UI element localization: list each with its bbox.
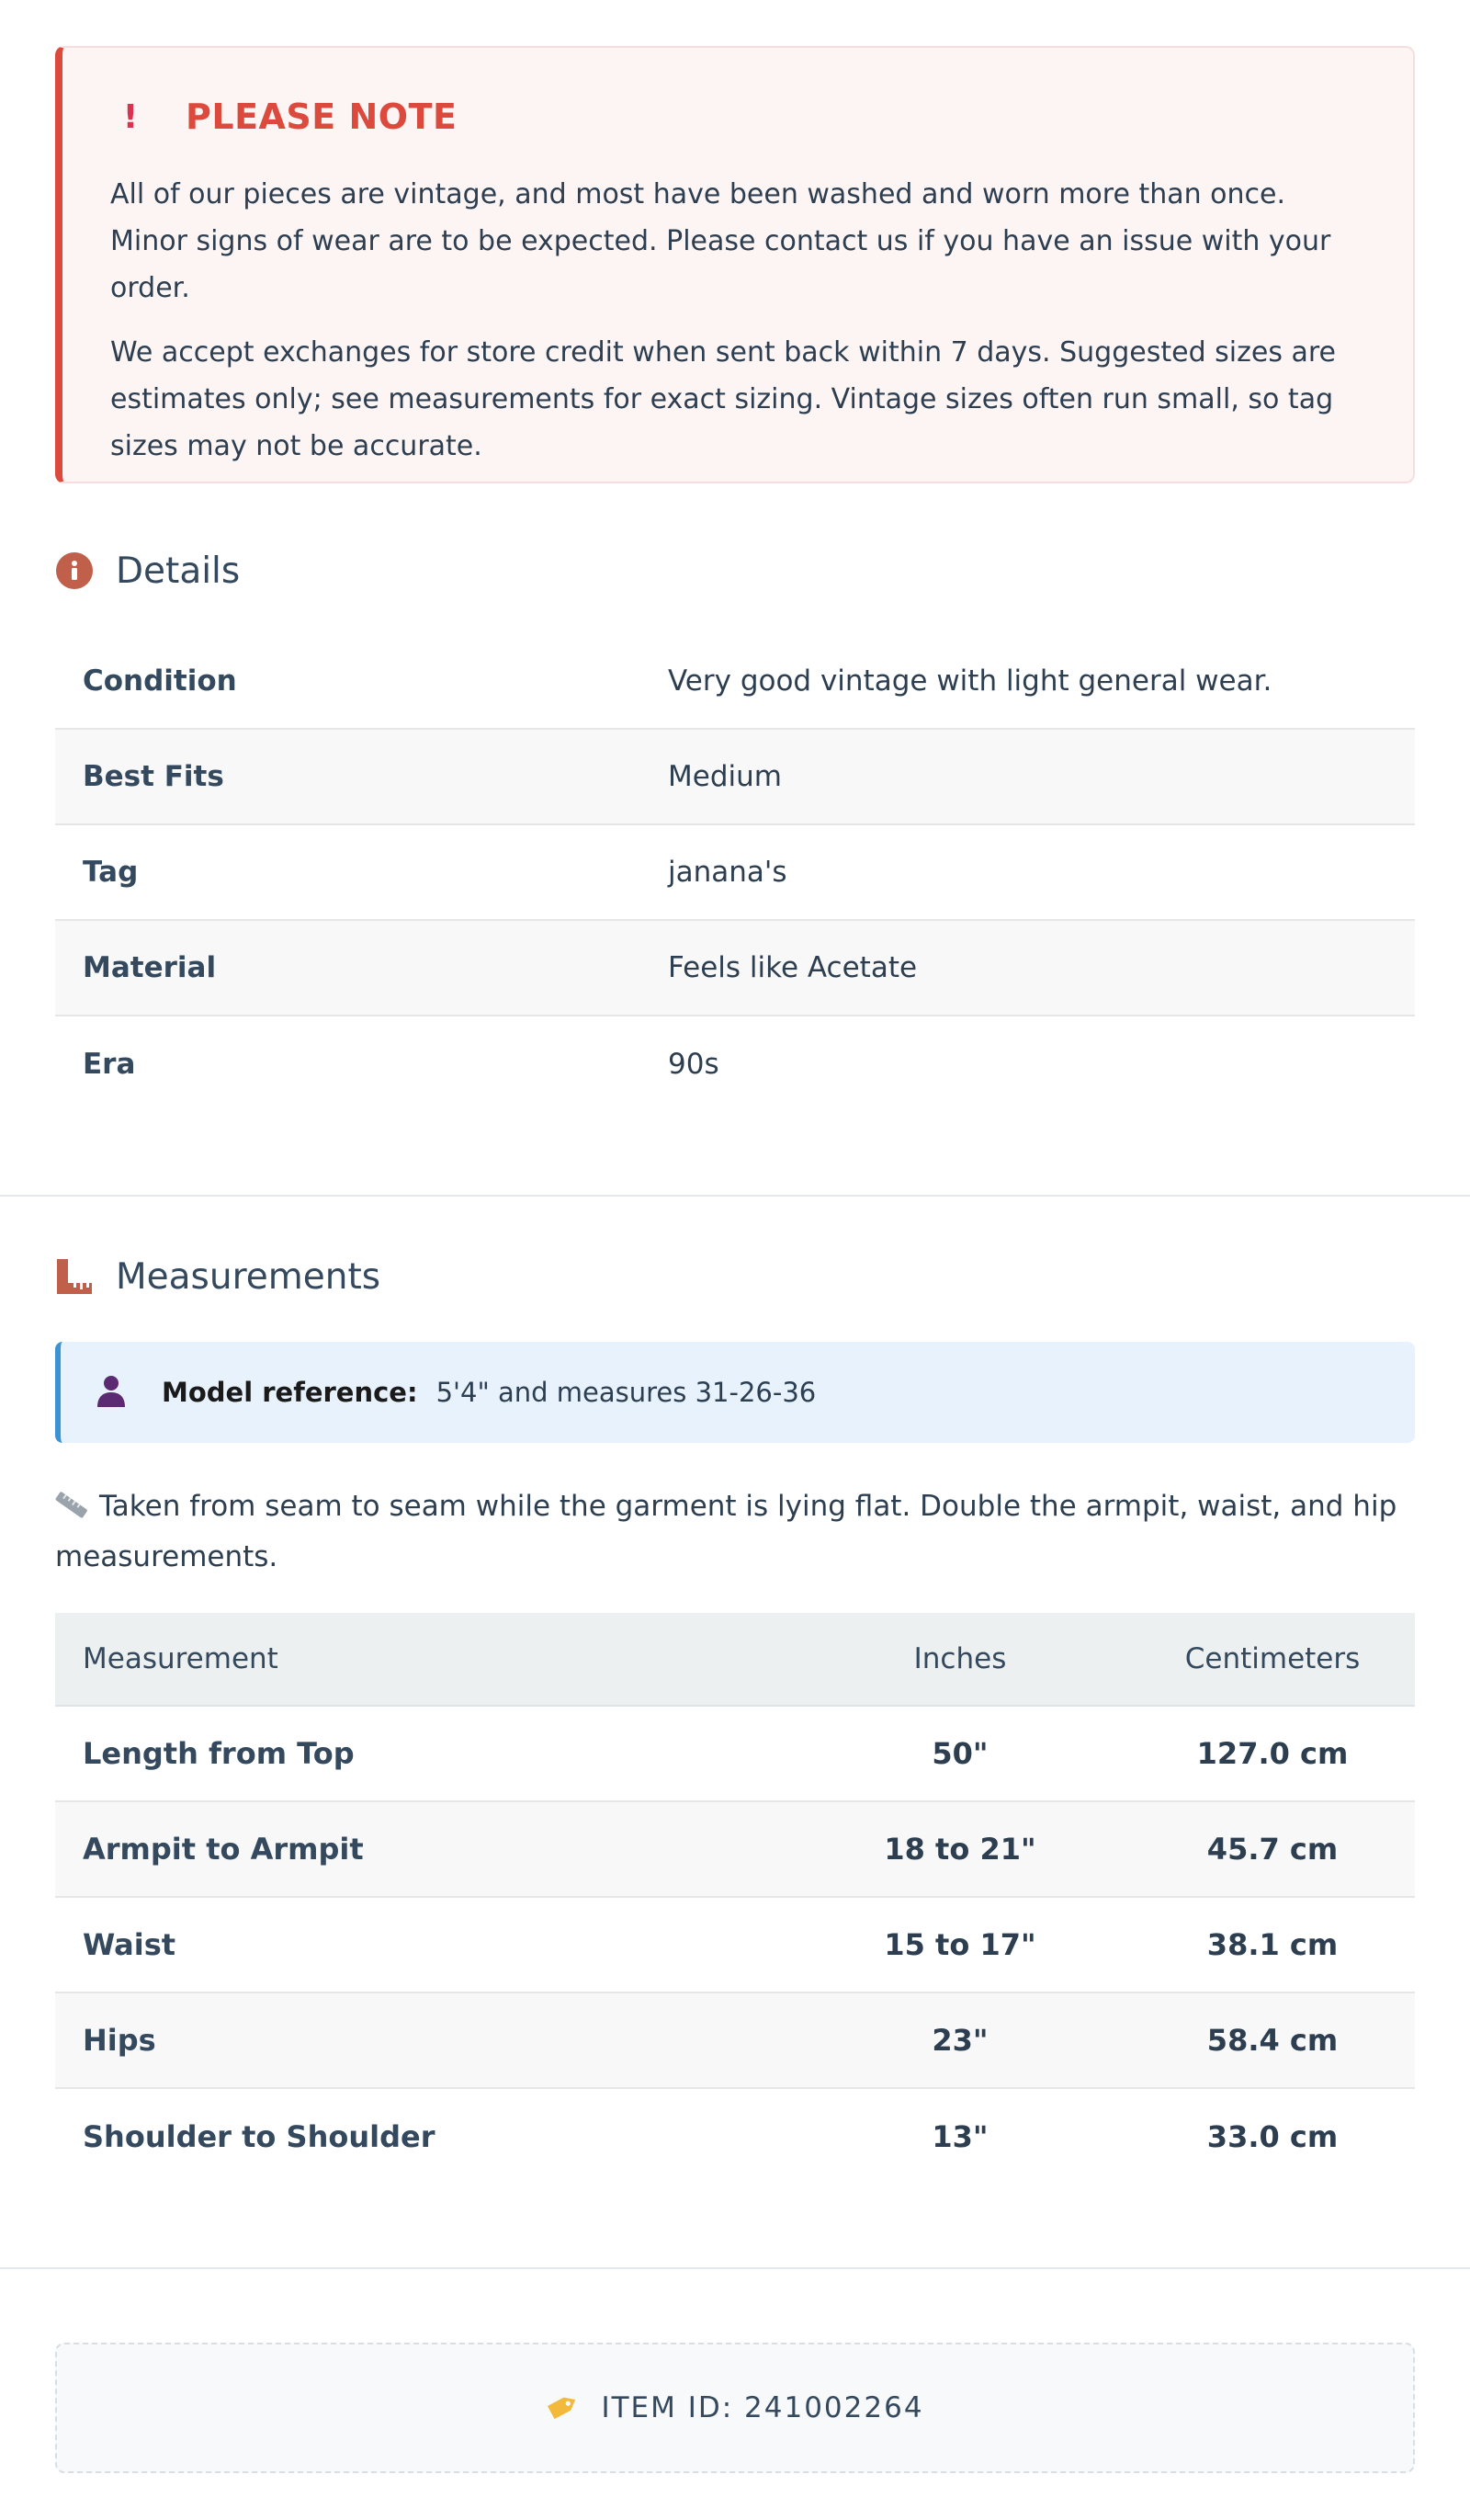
details-value: janana's [668,856,787,889]
measurement-name: Hips [83,2023,156,2058]
note-paragraph-2: We accept exchanges for store credit when sent back within 7 days. Suggested sizes are estimates only; see measurements for exact sizing. Vintage sizes often run small, so tag sizes may not be accurate. [110,336,1337,462]
measurements-header [55,1254,380,1300]
exclamation-icon: ! [122,97,139,136]
please-note-box [55,46,1415,483]
details-label: Tag [83,856,139,889]
details-label: Best Fits [83,760,224,793]
details-row-tag [55,825,1415,921]
table-row [55,1802,1415,1898]
details-value: Very good vintage with light general wear. [668,664,1272,698]
measurements-title: Measurements [116,1255,381,1298]
details-row-era [55,1016,1415,1112]
details-row-material [55,921,1415,1016]
measurement-inches: 18 to 21" [884,1832,1036,1867]
note-title: PLEASE NOTE [186,96,458,137]
details-header [55,548,1415,594]
section-divider [0,1195,1470,1197]
details-value: Feels like Acetate [668,951,918,984]
measurement-inches: 13" [932,2119,989,2154]
section-divider [0,2267,1470,2269]
column-header-centimeters: Centimeters [1184,1642,1361,1675]
column-header-inches: Inches [913,1642,1007,1675]
note-paragraph-1: All of our pieces are vintage, and most have been washed and worn more than once. Minor signs of wear are to be expected. Please contact us if you have an issue with your order. [110,178,1331,304]
straight-ruler-icon [55,1487,88,1534]
ruler-icon [55,1257,94,1296]
measurement-inches: 15 to 17" [884,1927,1036,1962]
measurement-name: Armpit to Armpit [83,1832,364,1867]
item-id-box [55,2343,1415,2473]
info-icon [55,551,94,590]
measurement-cm: 58.4 cm [1206,2023,1339,2058]
item-id-text: ITEM ID: 241002264 [601,2391,924,2424]
measurement-cm: 127.0 cm [1196,1736,1349,1771]
measurement-name: Waist [83,1927,176,1962]
details-value: 90s [668,1048,719,1081]
measurement-name: Length from Top [83,1736,355,1771]
details-value: Medium [668,760,782,793]
table-row [55,2089,1415,2185]
measurement-cm: 38.1 cm [1206,1927,1339,1962]
measurement-cm: 33.0 cm [1206,2119,1339,2154]
note-header [110,97,1367,136]
table-row [55,1993,1415,2089]
model-reference-label: Model reference: [162,1377,418,1408]
details-label: Era [83,1048,136,1081]
table-header-row [55,1613,1415,1707]
model-reference-value: 5'4" and measures 31-26-36 [435,1377,817,1408]
table-row [55,1898,1415,1993]
measurement-note [55,1483,1415,1581]
details-label: Condition [83,664,237,698]
details-row-best-fits [55,730,1415,825]
measurement-inches: 50" [932,1736,989,1771]
details-label: Material [83,951,217,984]
measurements-table [55,1613,1415,2185]
column-header-measurement: Measurement [83,1642,278,1675]
measurement-note-text: Taken from seam to seam while the garment is lying flat. Double the armpit, waist, and hip measurements. [55,1490,1397,1573]
price-tag-icon [546,2390,581,2425]
details-table [55,634,1415,1112]
model-reference-box [55,1342,1415,1443]
table-row [55,1707,1415,1802]
measurement-cm: 45.7 cm [1206,1832,1339,1867]
person-icon [96,1374,127,1411]
measurement-name: Shoulder to Shoulder [83,2119,435,2154]
details-title: Details [116,550,241,592]
measurement-inches: 23" [932,2023,989,2058]
details-row-condition [55,634,1415,730]
